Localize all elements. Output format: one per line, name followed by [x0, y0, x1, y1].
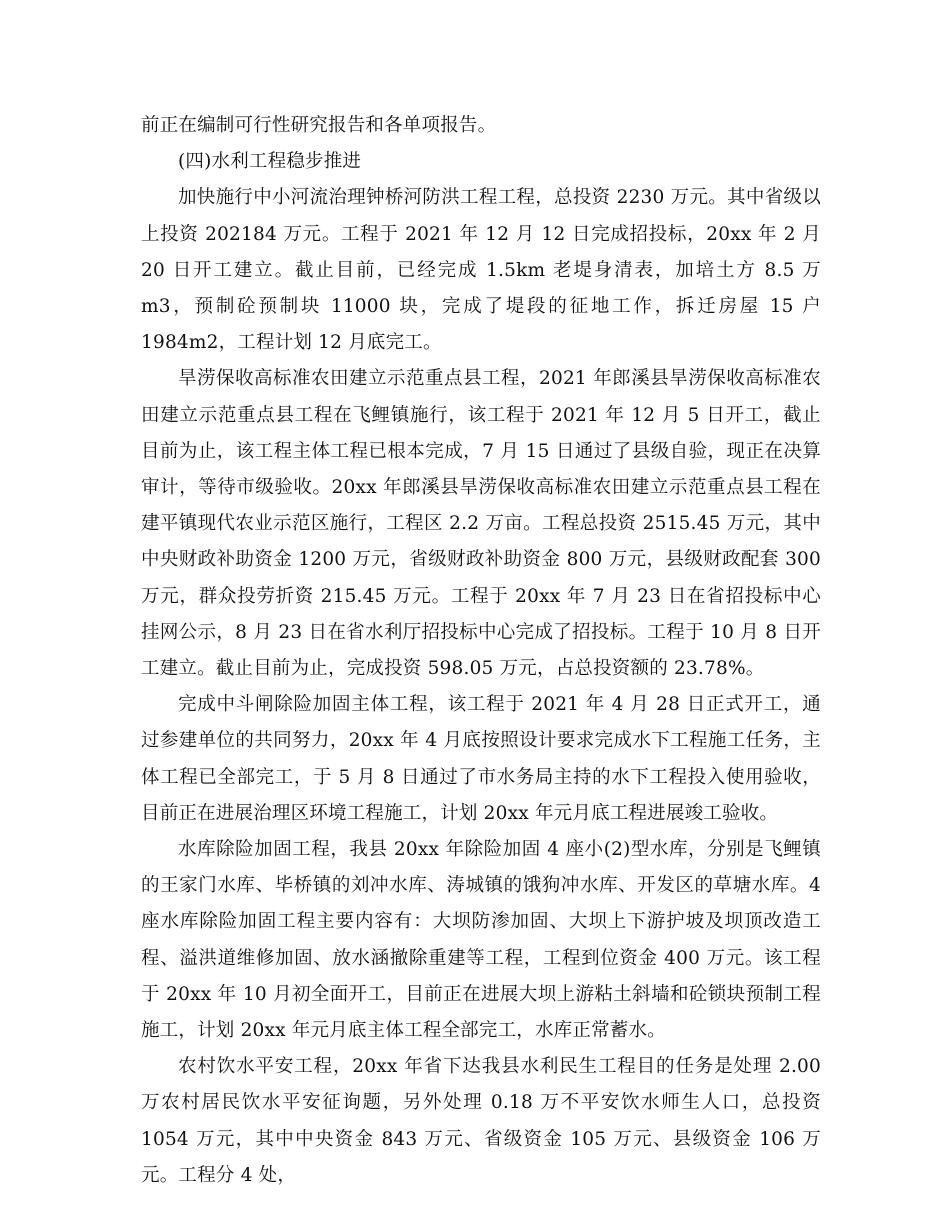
section-heading: (四)水利工程稳步推进: [178, 151, 362, 173]
paragraph-reservoir-reinforcement: 水库除险加固工程，我县 20xx 年除险加固 4 座小(2)型水库，分别是飞鲤镇的王家门水库、毕桥镇的刘冲水库、涛城镇的饿狗冲水库、开发区的草塘水库。4 座水库除险加固工程主要内容有：大坝防渗加固、大坝上下游护坡及坝顶改造工程、溢洪道维修加固、放水涵撤除重建等工程，工程到位资金 400 万元。该工程于 20xx 年 10 月初全面开工，目前正在进展大坝上游粘土斜墙和砼锁块预制工程施工，计划 20xx 年元月底主体工程全部完工，水库正常蓄水。: [141, 839, 821, 1042]
paragraph-zhongdou-sluice: 完成中斗闸除险加固主体工程，该工程于 2021 年 4 月 28 日正式开工，通过参建单位的共同努力，20xx 年 4 月底按照设计要求完成水下工程施工任务，主体工程已全部完工，于 5 月 8 日通过了市水务局主持的水下工程投入使用验收，目前正在进展治理区环境工程施工，计划 20xx 年元月底工程进展竣工验收。: [141, 694, 821, 824]
document-body: [141, 108, 821, 1194]
paragraph-continuation: 前正在编制可行性研究报告和各单项报告。: [141, 115, 497, 136]
paragraph-farmland-demo: 旱涝保收高标准农田建立示范重点县工程，2021 年郎溪县旱涝保收高标准农田建立示范重点县工程在飞鲤镇施行，该工程于 2021 年 12 月 5 日开工，截止目前为止，该工程主体工程已根本完成，7 月 15 日通过了县级自验，现正在决算审计，等待市级验收。20xx 年郎溪县旱涝保收高标准农田建立示范重点县工程在建平镇现代农业示范区施行，工程区 2.2 万亩。工程总投资 2515.45 万元，其中中央财政补助资金 1200 万元，省级财政补助资金 800 万元，县级财政配套 300 万元，群众投劳折资 215.45 万元。工程于 20xx 年 7 月 23 日在省招投标中心挂网公示，8 月 23 日在省水利厅招投标中心完成了招投标。工程于 10 月 8 日开工建立。截止目前为止，完成投资 598.05 万元，占总投资额的 23.78%。: [141, 368, 821, 680]
paragraph-rural-drinking-water: 农村饮水平安工程，20xx 年省下达我县水利民生工程目的任务是处理 2.00 万农村居民饮水平安征询题，另外处理 0.18 万不平安饮水师生人口，总投资 1054 万元，其中中央资金 843 万元、省级资金 105 万元、县级资金 106 万元。工程分 4 处，: [141, 1056, 821, 1186]
paragraph-zhongqiao-river: 加快施行中小河流治理钟桥河防洪工程工程，总投资 2230 万元。其中省级以上投资 202184 万元。工程于 2021 年 12 月 12 日完成招投标，20xx 年 2 月 20 日开工建立。截止目前，已经完成 1.5km 老堤身清表，加培土方 8.5 万 m3，预制砼预制块 11000 块，完成了堤段的征地工作，拆迁房屋 15 户 1984m2，工程计划 12 月底完工。: [141, 187, 821, 354]
